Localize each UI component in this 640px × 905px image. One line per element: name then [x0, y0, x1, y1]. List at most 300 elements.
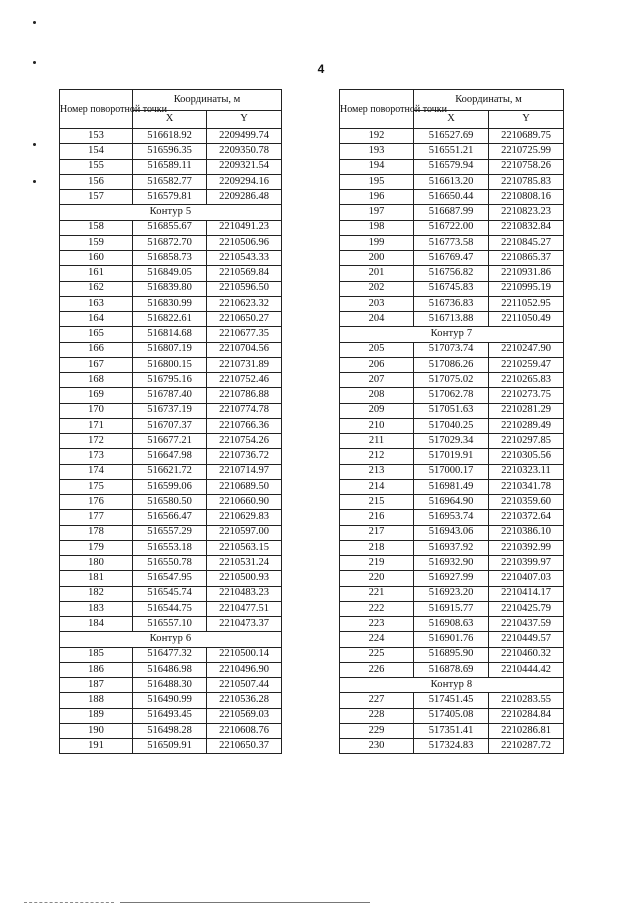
y-coordinate-cell: 2211050.49 — [489, 312, 564, 327]
point-number-cell: 157 — [60, 190, 133, 205]
x-coordinate-cell: 516800.15 — [133, 357, 207, 372]
point-number-cell: 185 — [60, 647, 133, 662]
table-row — [340, 739, 564, 754]
point-number-cell: 221 — [340, 586, 414, 601]
y-coordinate-cell: 2210786.88 — [207, 388, 282, 403]
x-coordinate-cell: 516953.74 — [414, 510, 489, 525]
table-row — [60, 601, 282, 616]
x-coordinate-cell: 516756.82 — [414, 266, 489, 281]
y-coordinate-cell: 2210704.56 — [207, 342, 282, 357]
table-row — [340, 617, 564, 632]
table-row — [60, 281, 282, 296]
coordinates-table-left — [59, 89, 282, 754]
y-coordinate-cell: 2210283.55 — [489, 693, 564, 708]
x-coordinate-cell: 517405.08 — [414, 708, 489, 723]
x-coordinate-cell: 516488.30 — [133, 678, 207, 693]
y-coordinate-cell: 2210507.44 — [207, 678, 282, 693]
point-number-cell: 161 — [60, 266, 133, 281]
x-coordinate-cell: 516677.21 — [133, 434, 207, 449]
table-row — [340, 251, 564, 266]
y-coordinate-cell: 2210766.36 — [207, 418, 282, 433]
x-coordinate-cell: 516566.47 — [133, 510, 207, 525]
x-coordinate-cell: 516687.99 — [414, 205, 489, 220]
table-row — [340, 296, 564, 311]
table-row — [340, 159, 564, 174]
table-row — [340, 662, 564, 677]
point-number-cell: 188 — [60, 693, 133, 708]
table-row — [340, 388, 564, 403]
x-coordinate-cell: 516650.44 — [414, 190, 489, 205]
table-row — [60, 220, 282, 235]
x-coordinate-cell: 516736.83 — [414, 296, 489, 311]
footer-dashes — [24, 902, 114, 903]
x-coordinate-cell: 516981.49 — [414, 479, 489, 494]
table-row — [340, 235, 564, 250]
point-number-cell: 167 — [60, 357, 133, 372]
margin-dot — [33, 61, 36, 64]
footer-rule — [120, 902, 370, 903]
contour-row — [340, 678, 564, 693]
x-coordinate-cell: 516544.75 — [133, 601, 207, 616]
y-header: Y — [207, 111, 282, 129]
y-coordinate-cell: 2210608.76 — [207, 723, 282, 738]
table-row — [60, 647, 282, 662]
y-coordinate-cell: 2210650.27 — [207, 312, 282, 327]
y-coordinate-cell: 2210808.16 — [489, 190, 564, 205]
coordinates-header: Координаты, м — [133, 90, 282, 111]
x-coordinate-cell: 516822.61 — [133, 312, 207, 327]
y-coordinate-cell: 2210832.84 — [489, 220, 564, 235]
y-coordinate-cell: 2210323.11 — [489, 464, 564, 479]
x-coordinate-cell: 516932.90 — [414, 556, 489, 571]
x-coordinate-cell: 516477.32 — [133, 647, 207, 662]
table-row — [60, 464, 282, 479]
y-coordinate-cell: 2210725.99 — [489, 144, 564, 159]
point-number-cell: 191 — [60, 739, 133, 754]
x-coordinate-cell: 516923.20 — [414, 586, 489, 601]
y-coordinate-cell: 2210629.83 — [207, 510, 282, 525]
y-coordinate-cell: 2210473.37 — [207, 617, 282, 632]
x-coordinate-cell: 517019.91 — [414, 449, 489, 464]
x-coordinate-cell: 516582.77 — [133, 174, 207, 189]
table-row — [60, 449, 282, 464]
y-coordinate-cell: 2210536.28 — [207, 693, 282, 708]
table-row — [60, 556, 282, 571]
y-coordinate-cell: 2210305.56 — [489, 449, 564, 464]
point-number-cell: 198 — [340, 220, 414, 235]
y-coordinate-cell: 2210297.85 — [489, 434, 564, 449]
point-number-cell: 154 — [60, 144, 133, 159]
point-number-cell: 164 — [60, 312, 133, 327]
table-row — [60, 174, 282, 189]
y-coordinate-cell: 2210483.23 — [207, 586, 282, 601]
table-row — [60, 540, 282, 555]
y-coordinate-cell: 2210399.97 — [489, 556, 564, 571]
y-coordinate-cell: 2210569.03 — [207, 708, 282, 723]
x-coordinate-cell: 516839.80 — [133, 281, 207, 296]
x-coordinate-cell: 516787.40 — [133, 388, 207, 403]
table-row — [340, 449, 564, 464]
y-coordinate-cell: 2210407.03 — [489, 571, 564, 586]
y-coordinate-cell: 2210754.26 — [207, 434, 282, 449]
table-row — [340, 373, 564, 388]
point-number-cell: 166 — [60, 342, 133, 357]
table-row — [60, 693, 282, 708]
y-coordinate-cell: 2210460.32 — [489, 647, 564, 662]
y-coordinate-cell: 2210425.79 — [489, 601, 564, 616]
table-row — [60, 739, 282, 754]
point-number-cell: 196 — [340, 190, 414, 205]
table-row — [60, 373, 282, 388]
left-table-body — [60, 129, 282, 754]
y-coordinate-cell: 2210774.78 — [207, 403, 282, 418]
table-row — [60, 266, 282, 281]
y-coordinate-cell: 2210372.64 — [489, 510, 564, 525]
table-row — [60, 617, 282, 632]
table-row — [60, 144, 282, 159]
y-coordinate-cell: 2210758.26 — [489, 159, 564, 174]
point-number-cell: 190 — [60, 723, 133, 738]
y-coordinate-cell: 2210392.99 — [489, 540, 564, 555]
contour-label: Контур 8 — [340, 678, 564, 693]
point-number-cell: 176 — [60, 495, 133, 510]
point-number-cell: 158 — [60, 220, 133, 235]
x-coordinate-cell: 516621.72 — [133, 464, 207, 479]
contour-row — [60, 632, 282, 647]
table-row — [340, 708, 564, 723]
point-number-cell: 219 — [340, 556, 414, 571]
point-number-cell: 170 — [60, 403, 133, 418]
y-coordinate-cell: 2209294.16 — [207, 174, 282, 189]
table-row — [340, 281, 564, 296]
point-number-cell: 182 — [60, 586, 133, 601]
point-number-cell: 199 — [340, 235, 414, 250]
x-header: X — [414, 111, 489, 129]
point-number-cell: 226 — [340, 662, 414, 677]
x-coordinate-cell: 516908.63 — [414, 617, 489, 632]
table-row — [60, 251, 282, 266]
x-coordinate-cell: 516737.19 — [133, 403, 207, 418]
point-number-cell: 180 — [60, 556, 133, 571]
point-number-cell: 163 — [60, 296, 133, 311]
x-coordinate-cell: 516964.90 — [414, 495, 489, 510]
x-coordinate-cell: 516858.73 — [133, 251, 207, 266]
x-coordinate-cell: 516545.74 — [133, 586, 207, 601]
contour-label: Контур 7 — [340, 327, 564, 342]
table-row — [340, 495, 564, 510]
point-number-cell: 214 — [340, 479, 414, 494]
table-row — [60, 312, 282, 327]
table-row — [60, 418, 282, 433]
table-row — [340, 723, 564, 738]
x-coordinate-cell: 517451.45 — [414, 693, 489, 708]
x-coordinate-cell: 516486.98 — [133, 662, 207, 677]
margin-dot — [33, 21, 36, 24]
y-coordinate-cell: 2210823.23 — [489, 205, 564, 220]
x-coordinate-cell: 516713.88 — [414, 312, 489, 327]
x-coordinate-cell: 516647.98 — [133, 449, 207, 464]
x-coordinate-cell: 516795.16 — [133, 373, 207, 388]
point-number-cell: 186 — [60, 662, 133, 677]
point-number-cell: 197 — [340, 205, 414, 220]
table-row — [60, 388, 282, 403]
table-row — [60, 434, 282, 449]
point-number-cell: 216 — [340, 510, 414, 525]
x-coordinate-cell: 516707.37 — [133, 418, 207, 433]
x-coordinate-cell: 516745.83 — [414, 281, 489, 296]
table-row — [340, 632, 564, 647]
point-number-cell: 171 — [60, 418, 133, 433]
x-coordinate-cell: 516527.69 — [414, 129, 489, 144]
x-coordinate-cell: 517351.41 — [414, 723, 489, 738]
y-coordinate-cell: 2210569.84 — [207, 266, 282, 281]
y-coordinate-cell: 2210995.19 — [489, 281, 564, 296]
point-number-cell: 169 — [60, 388, 133, 403]
y-coordinate-cell: 2210491.23 — [207, 220, 282, 235]
table-row — [340, 556, 564, 571]
y-coordinate-cell: 2210247.90 — [489, 342, 564, 357]
y-coordinate-cell: 2210265.83 — [489, 373, 564, 388]
table-row — [60, 403, 282, 418]
x-coordinate-cell: 516878.69 — [414, 662, 489, 677]
point-number-cell: 178 — [60, 525, 133, 540]
y-coordinate-cell: 2210689.50 — [207, 479, 282, 494]
x-coordinate-cell: 516895.90 — [414, 647, 489, 662]
x-coordinate-cell: 516937.92 — [414, 540, 489, 555]
x-coordinate-cell: 516599.06 — [133, 479, 207, 494]
x-coordinate-cell: 517029.34 — [414, 434, 489, 449]
table-row — [340, 586, 564, 601]
margin-dot — [33, 180, 36, 183]
x-coordinate-cell: 516596.35 — [133, 144, 207, 159]
point-number-cell: 230 — [340, 739, 414, 754]
x-coordinate-cell: 516872.70 — [133, 235, 207, 250]
point-number-cell: 177 — [60, 510, 133, 525]
x-coordinate-cell: 516618.92 — [133, 129, 207, 144]
x-coordinate-cell: 516547.95 — [133, 571, 207, 586]
table-row — [60, 495, 282, 510]
point-number-cell: 218 — [340, 540, 414, 555]
point-number-cell: 193 — [340, 144, 414, 159]
point-number-cell: 172 — [60, 434, 133, 449]
point-number-cell: 201 — [340, 266, 414, 281]
table-row — [340, 174, 564, 189]
table-row — [340, 434, 564, 449]
table-row — [340, 266, 564, 281]
point-number-cell: 194 — [340, 159, 414, 174]
point-number-header: Номер поворотной точки — [340, 90, 414, 129]
table-row — [60, 479, 282, 494]
point-number-cell: 210 — [340, 418, 414, 433]
x-coordinate-cell: 516915.77 — [414, 601, 489, 616]
point-number-cell: 179 — [60, 540, 133, 555]
y-coordinate-cell: 2210437.59 — [489, 617, 564, 632]
x-coordinate-cell: 517073.74 — [414, 342, 489, 357]
table-row — [340, 510, 564, 525]
table-row — [60, 327, 282, 342]
x-coordinate-cell: 516498.28 — [133, 723, 207, 738]
y-coordinate-cell: 2210543.33 — [207, 251, 282, 266]
point-number-cell: 173 — [60, 449, 133, 464]
right-table-body — [340, 129, 564, 754]
y-coordinate-cell: 2210281.29 — [489, 403, 564, 418]
y-coordinate-cell: 2210845.27 — [489, 235, 564, 250]
table-row — [340, 540, 564, 555]
point-number-cell: 229 — [340, 723, 414, 738]
y-coordinate-cell: 2210273.75 — [489, 388, 564, 403]
table-row — [340, 525, 564, 540]
point-number-cell: 175 — [60, 479, 133, 494]
point-number-cell: 209 — [340, 403, 414, 418]
y-coordinate-cell: 2210287.72 — [489, 739, 564, 754]
table-row — [340, 571, 564, 586]
point-number-cell: 220 — [340, 571, 414, 586]
x-coordinate-cell: 516490.99 — [133, 693, 207, 708]
table-row — [60, 190, 282, 205]
x-coordinate-cell: 516901.76 — [414, 632, 489, 647]
table-row — [340, 357, 564, 372]
x-coordinate-cell: 516557.29 — [133, 525, 207, 540]
point-number-cell: 206 — [340, 357, 414, 372]
table-row — [340, 342, 564, 357]
x-coordinate-cell: 516553.18 — [133, 540, 207, 555]
y-coordinate-cell: 2210689.75 — [489, 129, 564, 144]
y-coordinate-cell: 2210596.50 — [207, 281, 282, 296]
point-number-cell: 168 — [60, 373, 133, 388]
contour-row — [340, 327, 564, 342]
table-row — [60, 296, 282, 311]
y-coordinate-cell: 2210477.51 — [207, 601, 282, 616]
x-coordinate-cell: 517324.83 — [414, 739, 489, 754]
contour-label: Контур 5 — [60, 205, 282, 220]
point-number-cell: 215 — [340, 495, 414, 510]
y-coordinate-cell: 2210259.47 — [489, 357, 564, 372]
y-coordinate-cell: 2210752.46 — [207, 373, 282, 388]
table-row — [60, 571, 282, 586]
margin-dot — [33, 143, 36, 146]
point-number-cell: 155 — [60, 159, 133, 174]
y-coordinate-cell: 2210865.37 — [489, 251, 564, 266]
y-coordinate-cell: 2209499.74 — [207, 129, 282, 144]
table-row — [60, 342, 282, 357]
point-number-cell: 204 — [340, 312, 414, 327]
x-coordinate-cell: 516855.67 — [133, 220, 207, 235]
table-row — [340, 601, 564, 616]
x-coordinate-cell: 516551.21 — [414, 144, 489, 159]
table-row — [340, 205, 564, 220]
x-coordinate-cell: 516927.99 — [414, 571, 489, 586]
y-coordinate-cell: 2209350.78 — [207, 144, 282, 159]
x-coordinate-cell: 516613.20 — [414, 174, 489, 189]
x-coordinate-cell: 517086.26 — [414, 357, 489, 372]
point-number-cell: 205 — [340, 342, 414, 357]
point-number-header: Номер поворотной точки — [60, 90, 133, 129]
point-number-cell: 159 — [60, 235, 133, 250]
y-coordinate-cell: 2210444.42 — [489, 662, 564, 677]
y-coordinate-cell: 2210359.60 — [489, 495, 564, 510]
point-number-cell: 208 — [340, 388, 414, 403]
x-header: X — [133, 111, 207, 129]
point-number-cell: 181 — [60, 571, 133, 586]
page-number: 4 — [317, 62, 325, 76]
table-row — [60, 586, 282, 601]
point-number-cell: 174 — [60, 464, 133, 479]
table-row — [60, 662, 282, 677]
x-coordinate-cell: 517040.25 — [414, 418, 489, 433]
x-coordinate-cell: 517062.78 — [414, 388, 489, 403]
x-coordinate-cell: 516589.11 — [133, 159, 207, 174]
point-number-cell: 156 — [60, 174, 133, 189]
y-coordinate-cell: 2210597.00 — [207, 525, 282, 540]
x-coordinate-cell: 516814.68 — [133, 327, 207, 342]
y-coordinate-cell: 2210289.49 — [489, 418, 564, 433]
x-coordinate-cell: 516807.19 — [133, 342, 207, 357]
x-coordinate-cell: 516579.81 — [133, 190, 207, 205]
table-row — [340, 403, 564, 418]
point-number-cell: 187 — [60, 678, 133, 693]
point-number-cell: 192 — [340, 129, 414, 144]
point-number-cell: 202 — [340, 281, 414, 296]
table-row — [340, 312, 564, 327]
table-row — [340, 647, 564, 662]
coordinates-table-right — [339, 89, 564, 754]
point-number-cell: 225 — [340, 647, 414, 662]
y-coordinate-cell: 2210785.83 — [489, 174, 564, 189]
x-coordinate-cell: 516943.06 — [414, 525, 489, 540]
table-row — [340, 129, 564, 144]
table-row — [340, 693, 564, 708]
y-coordinate-cell: 2211052.95 — [489, 296, 564, 311]
x-coordinate-cell: 516769.47 — [414, 251, 489, 266]
table-row — [340, 464, 564, 479]
y-coordinate-cell: 2210736.72 — [207, 449, 282, 464]
x-coordinate-cell: 516550.78 — [133, 556, 207, 571]
point-number-cell: 207 — [340, 373, 414, 388]
point-number-cell: 217 — [340, 525, 414, 540]
y-coordinate-cell: 2209286.48 — [207, 190, 282, 205]
point-number-cell: 153 — [60, 129, 133, 144]
point-number-cell: 183 — [60, 601, 133, 616]
y-coordinate-cell: 2210449.57 — [489, 632, 564, 647]
y-coordinate-cell: 2210286.81 — [489, 723, 564, 738]
table-row — [60, 723, 282, 738]
point-number-cell: 212 — [340, 449, 414, 464]
table-row — [340, 479, 564, 494]
point-number-cell: 189 — [60, 708, 133, 723]
x-coordinate-cell: 516849.05 — [133, 266, 207, 281]
contour-label: Контур 6 — [60, 632, 282, 647]
y-coordinate-cell: 2210531.24 — [207, 556, 282, 571]
contour-row — [60, 205, 282, 220]
point-number-cell: 162 — [60, 281, 133, 296]
y-coordinate-cell: 2210284.84 — [489, 708, 564, 723]
y-coordinate-cell: 2210506.96 — [207, 235, 282, 250]
x-coordinate-cell: 516773.58 — [414, 235, 489, 250]
point-number-cell: 224 — [340, 632, 414, 647]
y-coordinate-cell: 2210496.90 — [207, 662, 282, 677]
x-coordinate-cell: 516579.94 — [414, 159, 489, 174]
y-coordinate-cell: 2210386.10 — [489, 525, 564, 540]
y-coordinate-cell: 2210500.93 — [207, 571, 282, 586]
x-coordinate-cell: 516580.50 — [133, 495, 207, 510]
y-coordinate-cell: 2210677.35 — [207, 327, 282, 342]
point-number-cell: 184 — [60, 617, 133, 632]
x-coordinate-cell: 516830.99 — [133, 296, 207, 311]
point-number-cell: 195 — [340, 174, 414, 189]
point-number-cell: 200 — [340, 251, 414, 266]
table-row — [60, 708, 282, 723]
y-coordinate-cell: 2210414.17 — [489, 586, 564, 601]
